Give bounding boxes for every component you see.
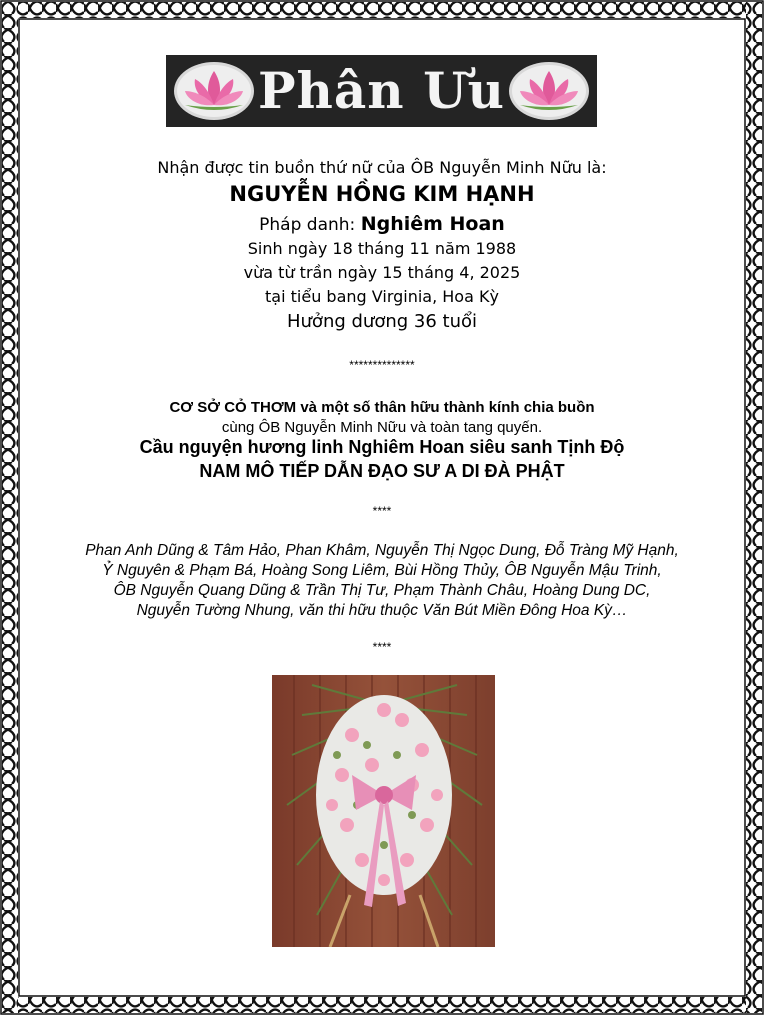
signatory-line: Ỷ Nguyên & Phạm Bá, Hoàng Song Liêm, Bùi Hồng Thủy, ÔB Nguyễn Mậu Trinh, (102, 562, 662, 579)
signatory-line: ÔB Nguyễn Quang Dũng & Trần Thị Tư, Phạm Thành Châu, Hoàng Dung DC, (113, 582, 651, 599)
signatory-line: Phan Anh Dũng & Tâm Hảo, Phan Khâm, Nguyễn Thị Ngọc Dung, Đỗ Tràng Mỹ Hạnh, (85, 542, 679, 559)
amitabha-chant: NAM MÔ TIẾP DẪN ĐẠO SƯ A DI ĐÀ PHẬT (199, 461, 565, 481)
obituary-content (20, 20, 744, 995)
divider: **** (372, 504, 392, 518)
flower-wreath-photo (272, 675, 495, 947)
condolence-line-2: cùng ÔB Nguyễn Minh Nữu và toàn tang quyến. (221, 419, 543, 436)
birth-date: Sinh ngày 18 tháng 11 năm 1988 (247, 239, 517, 258)
death-date: vừa từ trần ngày 15 tháng 4, 2025 (243, 263, 521, 282)
deceased-name: NGUYỄN HỒNG KIM HẠNH (229, 182, 535, 206)
dharma-label: Pháp danh: (259, 215, 356, 235)
divider: ************** (349, 358, 415, 372)
divider: **** (372, 640, 392, 654)
condolence-line-1: CƠ SỞ CỎ THƠM và một số thân hữu thành kính chia buồn (169, 399, 595, 416)
dharma-name-line (20, 213, 744, 235)
banner-title: Phân Ưu (257, 61, 506, 120)
lotus-flower-icon (508, 61, 590, 121)
prayer-text: Cầu nguyện hương linh Nghiêm Hoan siêu sanh Tịnh Độ (139, 437, 625, 457)
phan-uu-banner (166, 55, 597, 127)
death-place: tại tiểu bang Virginia, Hoa Kỳ (265, 287, 499, 306)
age-text: Hưởng dương 36 tuổi (286, 311, 478, 332)
intro-text: Nhận được tin buồn thứ nữ của ÔB Nguyễn Minh Nữu là: (157, 158, 607, 177)
dharma-name: Nghiêm Hoan (360, 213, 505, 235)
signatory-line: Nguyễn Tường Nhung, văn thi hữu thuộc Văn Bút Miền Đông Hoa Kỳ… (136, 602, 628, 619)
